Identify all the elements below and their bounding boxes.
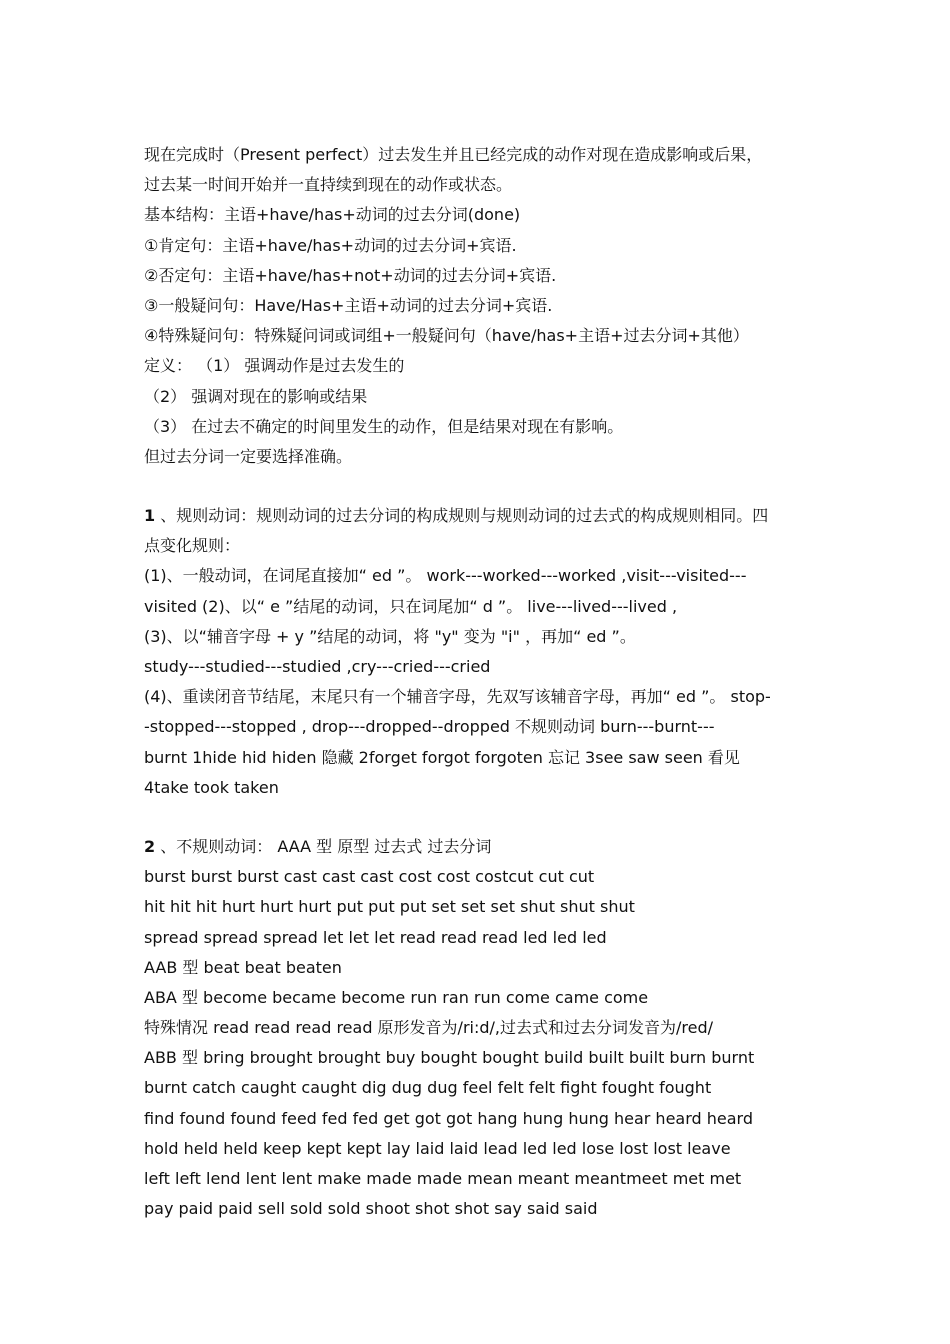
intro-line: （2） 强调对现在的影响或结果 — [144, 386, 368, 406]
intro-line: 现在完成时（Present perfect）过去发生并且已经完成的动作对现在造成影响或后果， — [144, 145, 763, 164]
section2-line: 特殊情况 read read read read 原形发音为/ri:d/,过去式和过去分词发音为/red/ — [144, 1018, 714, 1038]
section1-line: (4)、重读闭音节结尾，末尾只有一个辅音字母，先双写该辅音字母，再加“ ed ”。 stop- — [144, 687, 771, 707]
document-body — [144, 140, 814, 1224]
section1-line: 4take took taken — [144, 777, 279, 797]
section2-line: spread spread spread let let let read read read led led led — [144, 927, 607, 947]
intro-line: 过去某一时间开始并一直持续到现在的动作或状态。 — [144, 175, 513, 195]
section2-line: ABB 型 bring brought brought buy bought bought build built built burn burnt — [144, 1048, 755, 1068]
section1-line: burnt 1hide hid hiden 隐藏 2forget forgot forgoten 忘记 3see saw seen 看见 — [144, 747, 740, 767]
section1-line: study---studied---studied ,cry---cried---cried — [144, 657, 491, 676]
section1-line: (3)、以“辅音字母 + y ”结尾的动词，将 "y" 变为 "i" ，再加“ ed ”。 — [144, 626, 636, 646]
section2-line: left left lend lent lent make made made mean meant meantmeet met met — [144, 1169, 742, 1188]
section2-line: hold held held keep kept kept lay laid laid lead led led lose lost lost leave — [144, 1138, 731, 1158]
intro-line: ②否定句：主语+have/has+not+动词的过去分词+宾语. — [144, 265, 557, 285]
section1-heading-text: 、规则动词：规则动词的过去分词的构成规则与规则动词的过去式的构成规则相同。四 — [155, 506, 769, 526]
section1-heading — [144, 501, 814, 531]
intro-line: （3） 在过去不确定的时间里发生的动作，但是结果对现在有影响。 — [144, 416, 624, 436]
section2-line: pay paid paid sell sold sold shoot shot shot say said said — [144, 1199, 598, 1219]
intro-line: ③一般疑问句：Have/Has+主语+动词的过去分词+宾语. — [144, 295, 553, 315]
intro-line: ④特殊疑问句：特殊疑问词或词组+一般疑问句（have/has+主语+过去分词+其他） — [144, 326, 749, 346]
section2-heading — [144, 832, 814, 862]
section1-number: 1 — [144, 506, 156, 526]
intro-line: ①肯定句：主语+have/has+动词的过去分词+宾语. — [144, 235, 517, 255]
section2-line: burst burst burst cast cast cast cost cost costcut cut cut — [144, 867, 595, 887]
section1-line: 点变化规则： — [144, 536, 241, 556]
paragraph-gap — [144, 472, 814, 501]
intro-line: 基本结构：主语+have/has+动词的过去分词(done) — [144, 205, 521, 225]
section2-line: find found found feed fed fed get got got hang hung hung hear heard heard — [144, 1108, 753, 1128]
section2-heading-text: 、不规则动词： AAA 型 原型 过去式 过去分词 — [155, 836, 492, 856]
paragraph-gap — [144, 803, 814, 832]
intro-line: 但过去分词一定要选择准确。 — [144, 446, 353, 466]
intro-line: 定义： （1） 强调动作是过去发生的 — [144, 356, 405, 376]
section2-number: 2 — [144, 836, 156, 856]
section1-line: -stopped---stopped , drop---dropped--dropped 不规则动词 burn---burnt--- — [144, 717, 715, 737]
section2-line: ABA 型 become became become run ran run come came come — [144, 987, 649, 1007]
section1-line: (1)、一般动词，在词尾直接加“ ed ”。 work---worked---worked ,visit---visited--- — [144, 566, 747, 586]
section2-line: hit hit hit hurt hurt hurt put put put set set set shut shut shut — [144, 897, 635, 917]
section1-line: visited (2)、以“ e ”结尾的动词，只在词尾加“ d ”。 live---lived---lived , — [144, 596, 678, 616]
section2-line: burnt catch caught caught dig dug dug feel felt felt fight fought fought — [144, 1078, 712, 1098]
section2-line: AAB 型 beat beat beaten — [144, 957, 342, 977]
